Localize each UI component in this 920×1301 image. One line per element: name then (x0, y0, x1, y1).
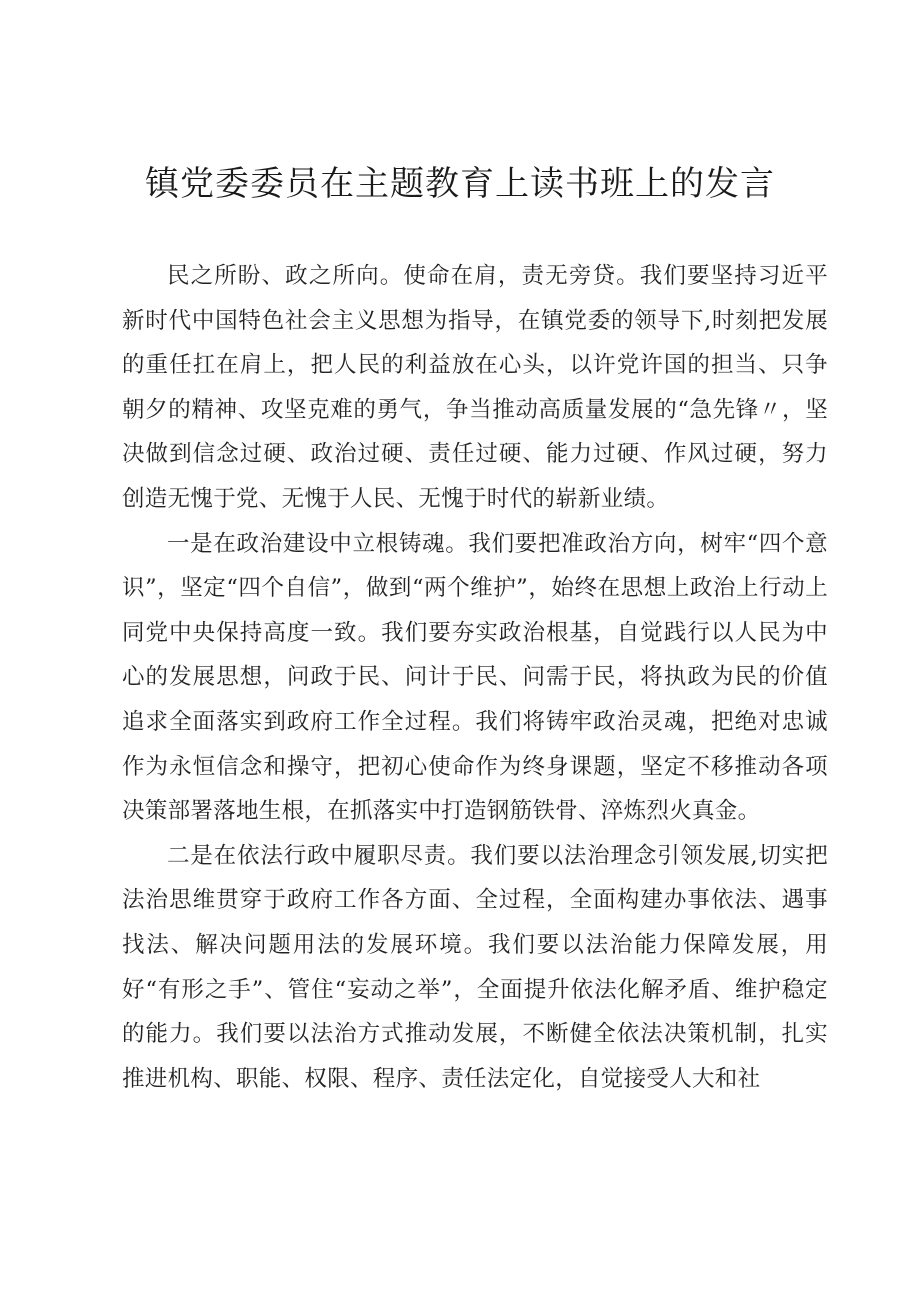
paragraph-political-building: 一是在政治建设中立根铸魂。我们要把准政治方向，树牢“四个意识”，坚定“四个自信”，做到“两个维护”，始终在思想上政治上行动上同党中央保持高度一致。我们要夯实政治根基，自觉践行以人民为中心的发展思想，问政于民、问计于民、问需于民，将执政为民的价值追求全面落实到政府工作全过程。我们将铸牢政治灵魂，把绝对忠诚作为永恒信念和操守，把初心使命作为终身课题，坚定不移推动各项决策部署落地生根，在抓落实中打造钢筋铁骨、淬炼烈火真金。 (122, 530, 828, 825)
document-title: 镇党委委员在主题教育上读书班上的发言 (145, 164, 775, 204)
paragraph-law-based-administration: 二是在依法行政中履职尽责。我们要以法治理念引领发展,切实把法治思维贯穿于政府工作各方面、全过程，全面构建办事依法、遇事找法、解决问题用法的发展环境。我们要以法治能力保障发展，用好“有形之手”、管住“妄动之举”，全面提升依法化解矛盾、维护稳定的能力。我们要以法治方式推动发展，不断健全依法决策机制，扎实推进机构、职能、权限、程序、责任法定化，自觉接受人大和社 (122, 842, 828, 1092)
paragraph-intro: 民之所盼、政之所向。使命在肩，责无旁贷。我们要坚持习近平新时代中国特色社会主义思想为指导，在镇党委的领导下,时刻把发展的重任扛在肩上，把人民的利益放在心头，以许党许国的担当、只争朝夕的精神、攻坚克难的勇气，争当推动高质量发展的“急先锋〃，坚决做到信念过硬、政治过硬、责任过硬、能力过硬、作风过硬，努力创造无愧于党、无愧于人民、无愧于时代的崭新业绩。 (122, 263, 828, 512)
document-body (122, 254, 828, 1101)
